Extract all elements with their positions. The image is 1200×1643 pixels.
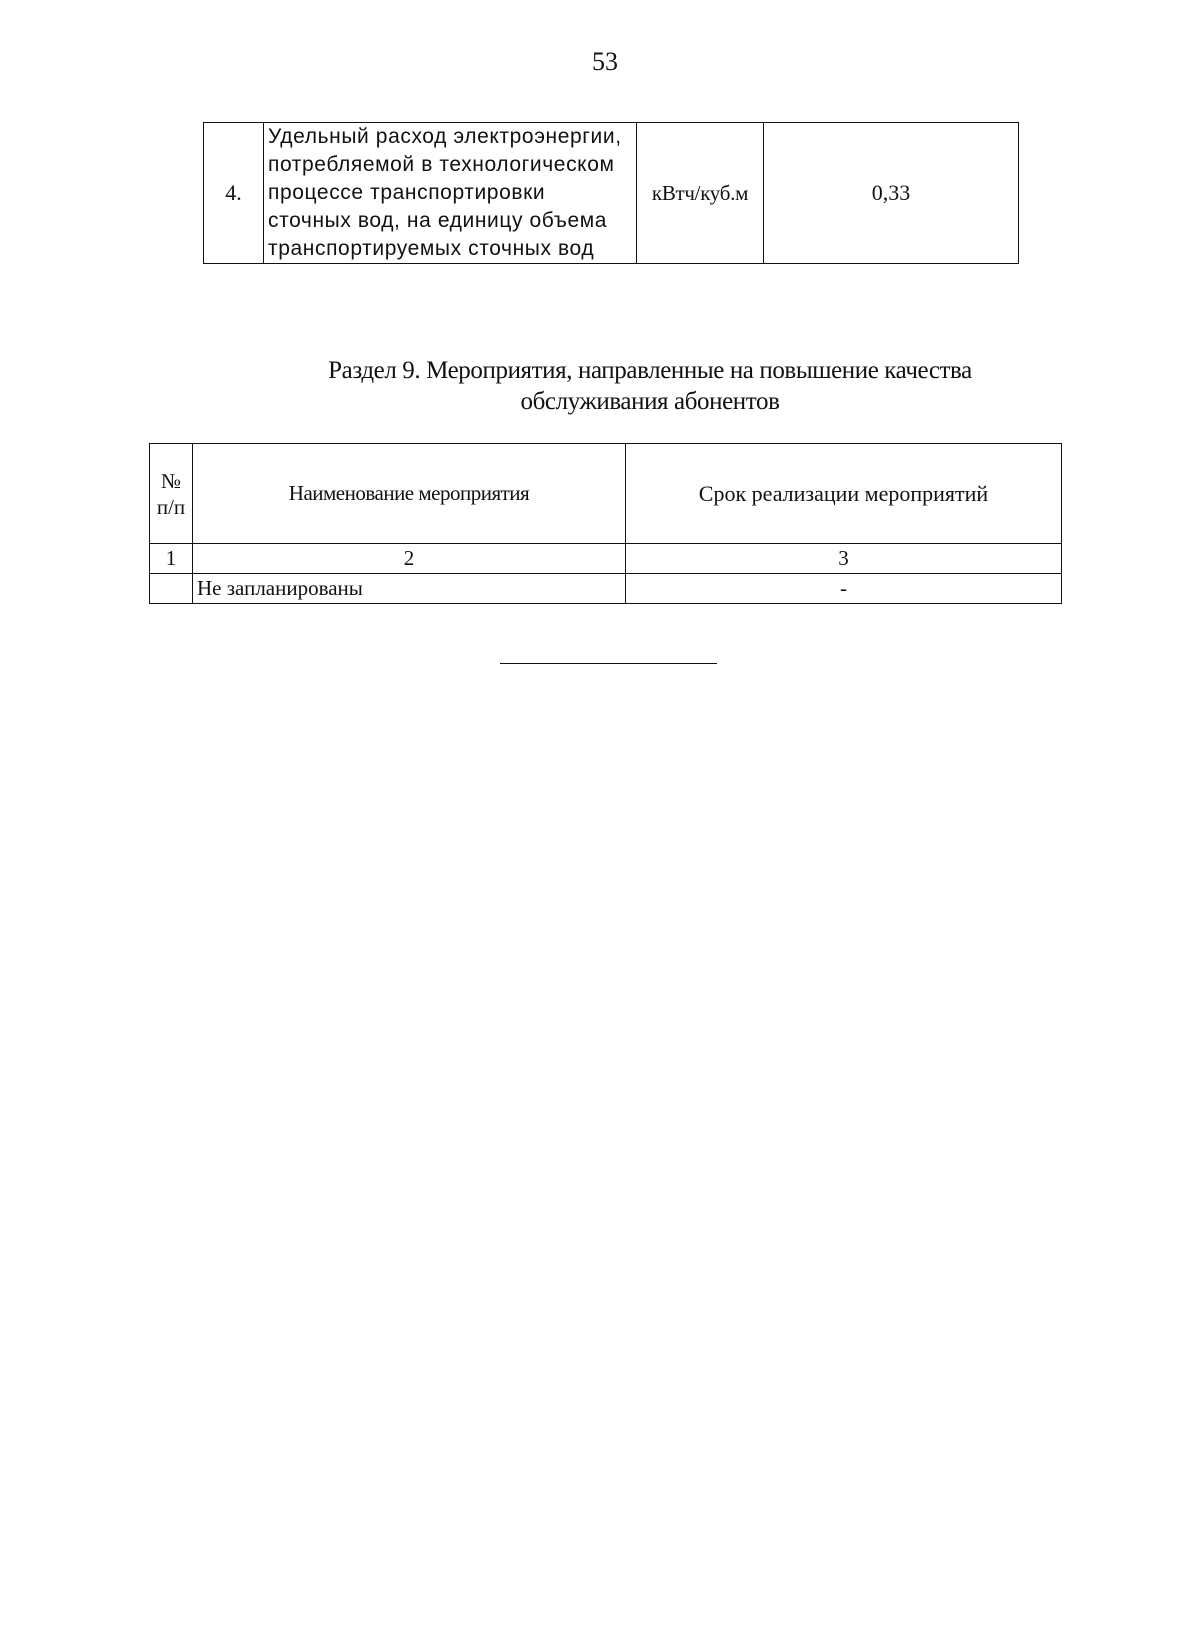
row-number — [150, 574, 193, 604]
description-line: процессе транспортировки — [268, 181, 546, 204]
indicator-unit: кВтч/куб.м — [637, 123, 764, 264]
table-row — [150, 574, 1062, 604]
section-title-line: обслуживания абонентов — [520, 388, 780, 415]
measure-name: Не запланированы — [193, 574, 626, 604]
description-line: транспортируемых сточных вод — [268, 237, 595, 260]
column-numbers-row — [150, 544, 1062, 574]
column-number: 2 — [193, 544, 626, 574]
table-row — [204, 123, 1019, 264]
header-num-line: № — [160, 468, 182, 493]
measures-table — [149, 443, 1062, 604]
indicator-description — [264, 123, 637, 264]
description-line: сточных вод, на единицу объема — [268, 209, 608, 232]
end-divider — [500, 663, 717, 664]
table-header-row — [150, 444, 1062, 544]
header-num — [150, 444, 193, 544]
header-name: Наименование мероприятия — [193, 444, 626, 544]
measure-term: - — [626, 574, 1062, 604]
column-number: 3 — [626, 544, 1062, 574]
column-number: 1 — [150, 544, 193, 574]
header-term: Срок реализации мероприятий — [626, 444, 1062, 544]
indicator-value: 0,33 — [764, 123, 1019, 264]
header-num-line: п/п — [156, 494, 186, 519]
description-line: Удельный расход электроэнергии, — [268, 125, 622, 148]
section-title-line: Раздел 9. Мероприятия, направленные на повышение качества — [328, 357, 972, 384]
section-title — [300, 355, 1000, 417]
description-line: потребляемой в технологическом — [268, 153, 615, 176]
indicator-table — [203, 122, 1019, 264]
page-number: 53 — [592, 47, 618, 76]
row-number: 4. — [204, 123, 264, 264]
